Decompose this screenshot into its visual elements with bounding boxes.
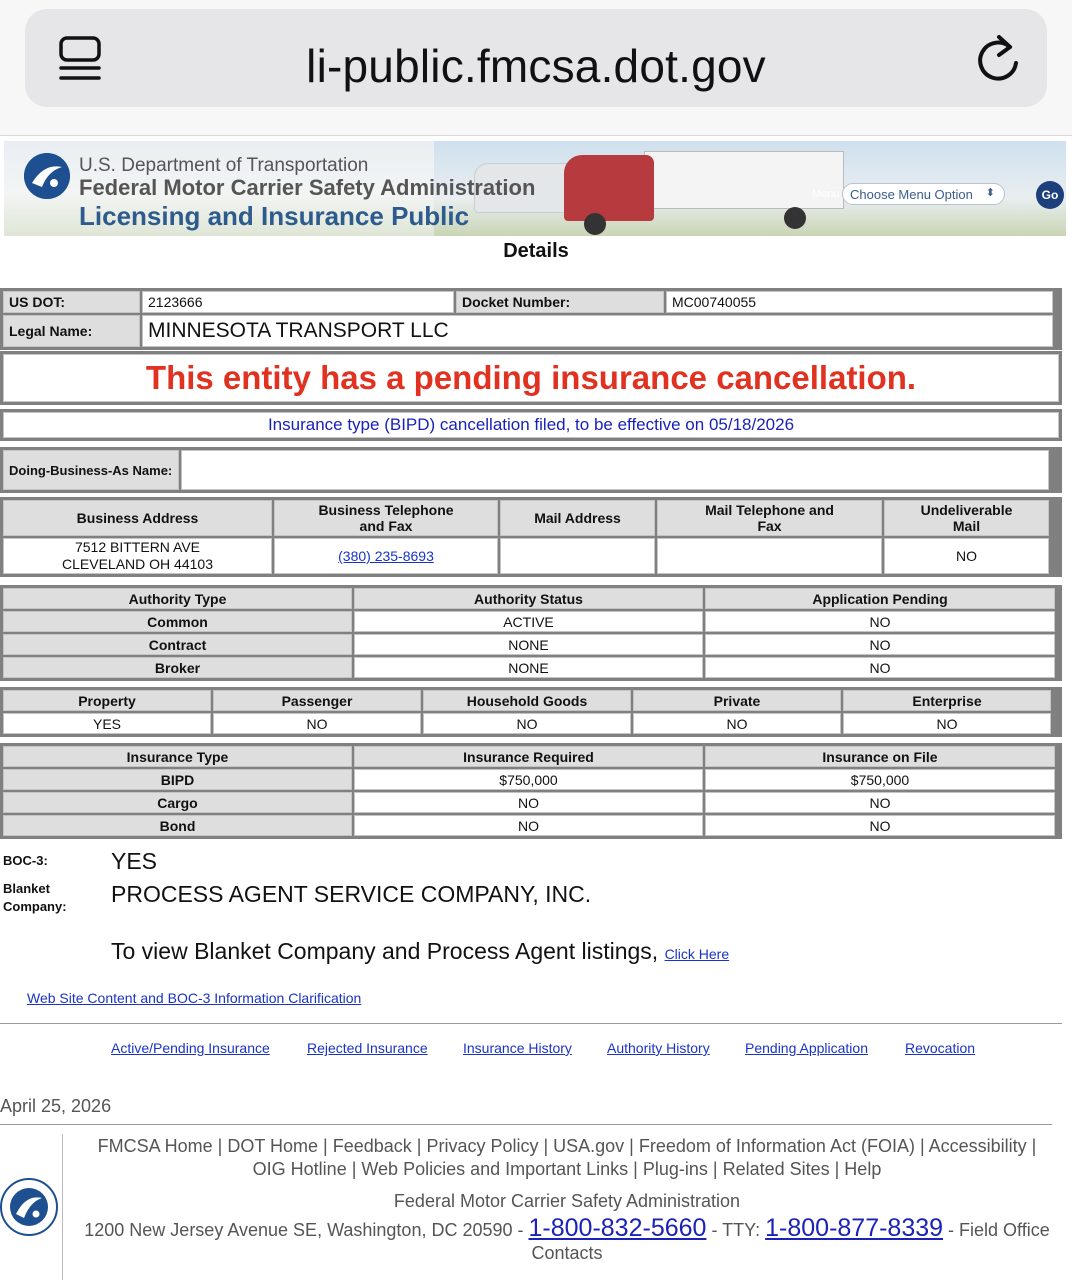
wheel-graphic	[784, 207, 806, 229]
legal-name-label: Legal Name:	[3, 315, 140, 347]
insurance-on-file-cargo: NO	[705, 792, 1055, 813]
header-mail-phone: Mail Telephone and Fax	[657, 500, 882, 536]
application-pending-contract: NO	[705, 634, 1055, 655]
insurance-table	[0, 743, 1062, 839]
header-household-goods: Household Goods	[423, 690, 631, 711]
footer-address: 1200 New Jersey Avenue SE, Washington, DC 20590 -	[84, 1220, 529, 1240]
updown-caret-icon: ⬍	[985, 187, 995, 199]
nav-insurance-history[interactable]: Insurance History	[463, 1040, 572, 1056]
business-address-line2: CLEVELAND OH 44103	[62, 556, 213, 572]
address-table	[0, 497, 1062, 577]
blanket-company-value: PROCESS AGENT SERVICE COMPANY, INC.	[111, 881, 592, 907]
passenger-value: NO	[213, 713, 421, 734]
header-insurance-on-file: Insurance on File	[705, 746, 1055, 767]
insurance-required-bond: NO	[354, 815, 703, 836]
go-button[interactable]: Go	[1036, 181, 1064, 209]
mail-phone-value	[657, 538, 882, 574]
business-phone-link[interactable]: (380) 235-8693	[338, 548, 434, 564]
click-here-link[interactable]: Click Here	[664, 946, 730, 962]
boc3-label: BOC-3:	[3, 853, 48, 868]
docket-value: MC00740055	[666, 291, 1053, 313]
private-value: NO	[633, 713, 841, 734]
header-authority-status: Authority Status	[354, 588, 703, 609]
insurance-required-bipd: $750,000	[354, 769, 703, 790]
legal-name-value: MINNESOTA TRANSPORT LLC	[142, 315, 1053, 347]
dot-logo-icon	[24, 153, 70, 199]
menu-label: Menu	[812, 188, 840, 200]
usdot-label: US DOT:	[3, 291, 140, 313]
application-pending-broker: NO	[705, 657, 1055, 678]
insurance-on-file-bipd: $750,000	[705, 769, 1055, 790]
header-insurance-type: Insurance Type	[3, 746, 352, 767]
undeliverable-value: NO	[884, 538, 1049, 574]
footer-tty-link[interactable]: 1-800-877-8339	[765, 1214, 944, 1242]
header-property: Property	[3, 690, 211, 711]
url-text[interactable]: li-public.fmcsa.dot.gov	[306, 40, 766, 92]
cancellation-alert-box	[0, 351, 1062, 405]
page-date: April 25, 2026	[0, 1096, 112, 1116]
blanket-label-line1: Blanket	[3, 881, 50, 896]
application-pending-common: NO	[705, 611, 1055, 632]
insurance-type-bipd: BIPD	[3, 769, 352, 790]
divider	[0, 1023, 1062, 1024]
wheel-graphic	[584, 213, 606, 235]
nav-revocation[interactable]: Revocation	[905, 1040, 976, 1056]
header-undeliverable-mail: Undeliverable Mail	[884, 500, 1049, 536]
header-private: Private	[633, 690, 841, 711]
menu-select[interactable]	[842, 183, 1005, 205]
authority-type-broker: Broker	[3, 657, 352, 678]
site-banner	[4, 141, 1066, 236]
insurance-type-bond: Bond	[3, 815, 352, 836]
authority-type-contract: Contract	[3, 634, 352, 655]
header-business-address: Business Address	[3, 500, 272, 536]
nav-rejected-insurance[interactable]: Rejected Insurance	[307, 1040, 428, 1056]
divider	[0, 1124, 1052, 1125]
system-title: Licensing and Insurance Public	[79, 201, 470, 231]
cancellation-detail-box	[0, 409, 1062, 441]
footer-links-line2[interactable]: OIG Hotline | Web Policies and Important Links | Plug-ins | Related Sites | Help	[252, 1159, 882, 1179]
view-listings-text	[111, 938, 729, 965]
dba-table	[0, 447, 1062, 493]
footer-agency: Federal Motor Carrier Safety Administration	[393, 1191, 741, 1211]
header-application-pending: Application Pending	[705, 588, 1055, 609]
menu-select-value: Choose Menu Option	[850, 187, 973, 202]
dept-title: U.S. Department of Transportation	[79, 155, 369, 176]
agency-title: Federal Motor Carrier Safety Administration	[79, 175, 536, 200]
dot-seal-icon	[0, 1178, 58, 1236]
truck-trailer-graphic	[644, 151, 844, 209]
browser-toolbar	[0, 0, 1072, 136]
nav-active-pending-insurance[interactable]: Active/Pending Insurance	[111, 1040, 270, 1056]
dba-label: Doing-Business-As Name:	[3, 450, 179, 490]
footer-links-line1[interactable]: FMCSA Home | DOT Home | Feedback | Privacy Policy | USA.gov | Freedom of Information Act (FOIA) | Accessibility |	[97, 1136, 1037, 1156]
insurance-type-cargo: Cargo	[3, 792, 352, 813]
authority-status-common: ACTIVE	[354, 611, 703, 632]
header-insurance-required: Insurance Required	[354, 746, 703, 767]
property-value: YES	[3, 713, 211, 734]
household-goods-value: NO	[423, 713, 631, 734]
usdot-value: 2123666	[142, 291, 454, 313]
nav-authority-history[interactable]: Authority History	[607, 1040, 710, 1056]
business-address-value	[3, 538, 272, 574]
header-enterprise: Enterprise	[843, 690, 1051, 711]
blanket-label-line2: Company:	[3, 899, 67, 914]
clarification-link[interactable]: Web Site Content and BOC-3 Information Clarification	[27, 990, 362, 1006]
header-passenger: Passenger	[213, 690, 421, 711]
cancellation-alert: This entity has a pending insurance cancellation.	[3, 354, 1059, 402]
insurance-on-file-bond: NO	[705, 815, 1055, 836]
reload-icon[interactable]	[975, 33, 1021, 87]
authority-status-broker: NONE	[354, 657, 703, 678]
footer-field-office[interactable]: - Field Office	[943, 1220, 1050, 1240]
docket-label: Docket Number:	[456, 291, 664, 313]
footer-phone-link[interactable]: 1-800-832-5660	[528, 1214, 707, 1242]
header-business-phone: Business Telephone and Fax	[274, 500, 498, 536]
carrier-id-table	[0, 288, 1062, 350]
authority-table	[0, 585, 1062, 681]
footer-contact-line	[62, 1214, 1072, 1243]
nav-pending-application[interactable]: Pending Application	[745, 1040, 868, 1056]
header-authority-type: Authority Type	[3, 588, 352, 609]
truck-cab-graphic	[564, 155, 654, 221]
view-listings-label: To view Blanket Company and Process Agent listings,	[111, 938, 659, 964]
insurance-required-cargo: NO	[354, 792, 703, 813]
cancellation-detail: Insurance type (BIPD) cancellation filed, to be effective on 05/18/2026	[3, 412, 1059, 438]
footer-tty-label: - TTY:	[706, 1220, 766, 1240]
authority-status-contract: NONE	[354, 634, 703, 655]
authority-type-common: Common	[3, 611, 352, 632]
dba-value	[181, 450, 1049, 490]
operation-type-table	[0, 687, 1062, 737]
mail-address-value	[500, 538, 655, 574]
footer-contacts[interactable]: Contacts	[531, 1243, 603, 1263]
business-address-line1: 7512 BITTERN AVE	[74, 539, 200, 555]
header-mail-address: Mail Address	[500, 500, 655, 536]
business-phone-cell	[274, 538, 498, 574]
boc3-value: YES	[111, 848, 158, 874]
address-bar[interactable]	[25, 9, 1047, 107]
enterprise-value: NO	[843, 713, 1051, 734]
page-title: Details	[503, 240, 569, 262]
